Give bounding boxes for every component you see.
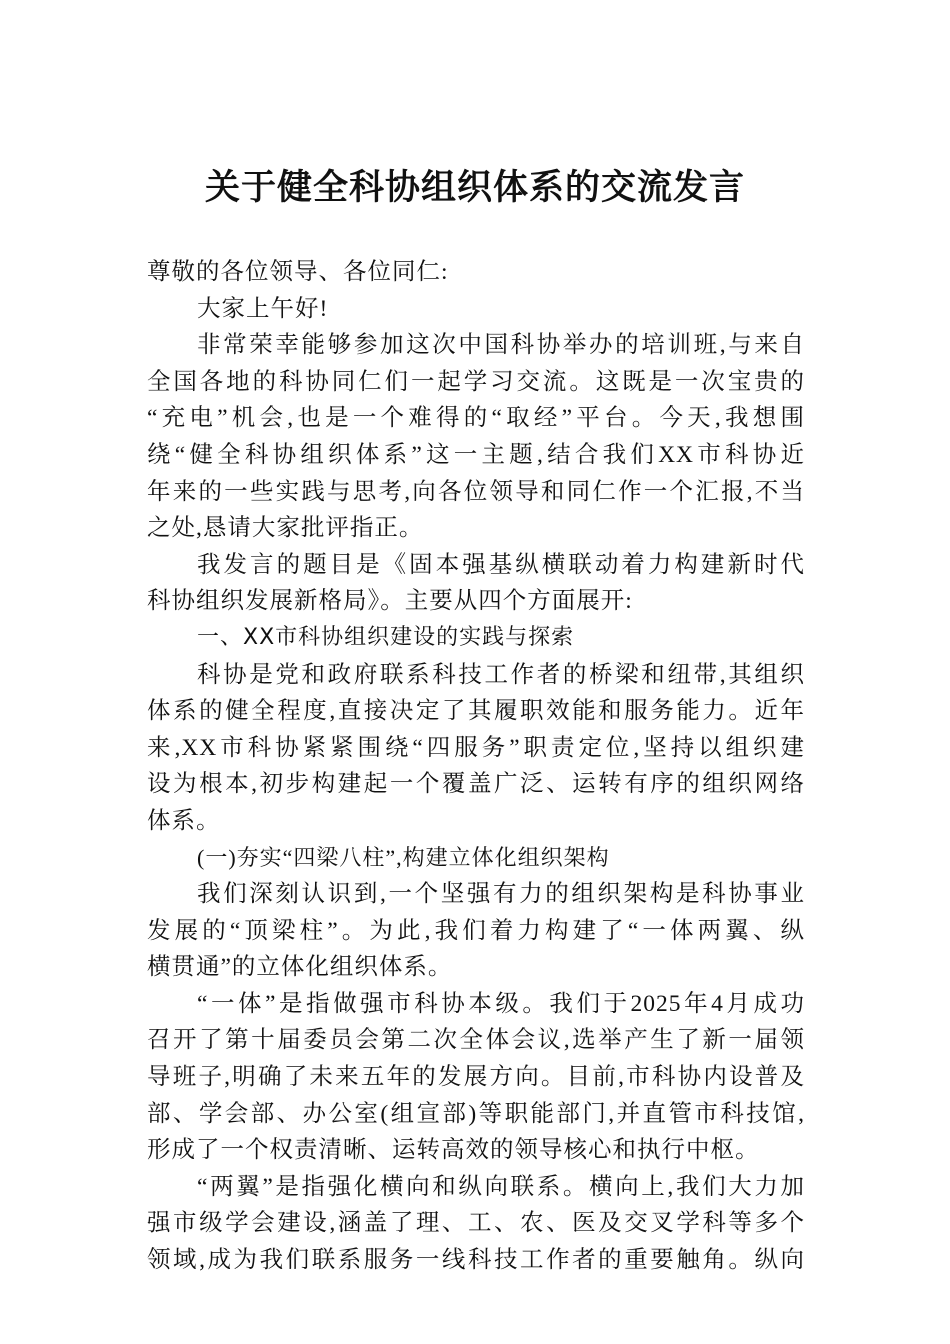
text-line: “一体”是指做强市科协本级。我们于2025年4月成功 (197, 990, 805, 1017)
text-line: 体系的健全程度,直接决定了其履职效能和服务能力。近年 (147, 698, 805, 725)
text-line: 导班子,明确了未来五年的发展方向。目前,市科协内设普及 (147, 1064, 805, 1091)
text-line: 形成了一个权责清晰、运转高效的领导核心和执行中枢。 (147, 1137, 760, 1164)
paragraph (147, 327, 805, 547)
paragraph (147, 876, 805, 986)
text-line: 年来的一些实践与思考,向各位领导和同仁作一个汇报,不当 (147, 478, 805, 505)
paragraph (147, 986, 805, 1169)
text-line: 尊敬的各位领导、各位同仁: (147, 259, 449, 285)
text-line: 全国各地的科协同仁们一起学习交流。这既是一次宝贵的 (147, 368, 805, 395)
paragraph (147, 657, 805, 840)
text-line: 体系。 (147, 807, 221, 834)
text-line: 我们深刻认识到,一个坚强有力的组织架构是科协事业 (197, 881, 805, 908)
subsection-heading (147, 840, 805, 877)
text-line: 非常荣幸能够参加这次中国科协举办的培训班,与来自 (197, 332, 805, 359)
document-body (147, 254, 805, 1279)
text-line: 我发言的题目是《固本强基纵横联动着力构建新时代 (197, 551, 805, 578)
paragraph (147, 547, 805, 620)
text-line: 领域,成为我们联系服务一线科技工作者的重要触角。纵向 (147, 1247, 805, 1274)
text-line: (一)夯实“四梁八柱”,构建立体化组织架构 (197, 844, 610, 870)
text-line: 科协是党和政府联系科技工作者的桥梁和纽带,其组织 (197, 661, 805, 688)
salutation (147, 254, 805, 291)
section-heading (147, 620, 805, 657)
paragraph (147, 1169, 805, 1279)
text-line: 来,XX市科协紧紧围绕“四服务”职责定位,坚持以组织建 (147, 734, 805, 761)
text-line: 科协组织发展新格局》。主要从四个方面展开: (147, 588, 633, 615)
text-line: 之处,恳请大家批评指正。 (147, 515, 424, 542)
text-line: 召开了第十届委员会第二次全体会议,选举产生了新一届领 (147, 1027, 805, 1054)
text-line: “两翼”是指强化横向和纵向联系。横向上,我们大力加 (197, 1173, 805, 1200)
text-line: 强市级学会建设,涵盖了理、工、农、医及交叉学科等多个 (147, 1210, 805, 1237)
text-line: 部、学会部、办公室(组宣部)等职能部门,并直管市科技馆, (147, 1100, 805, 1127)
document-title: 关于健全科协组织体系的交流发言 (204, 168, 745, 207)
text-line: 绕“健全科协组织体系”这一主题,结合我们XX市科协近 (147, 441, 805, 468)
text-line: 横贯通”的立体化组织体系。 (147, 954, 453, 981)
text-line: 发展的“顶梁柱”。为此,我们着力构建了“一体两翼、纵 (147, 917, 805, 944)
text-line: “充电”机会,也是一个难得的“取经”平台。今天,我想围 (147, 405, 805, 432)
paragraph (147, 291, 805, 328)
text-line: 设为根本,初步构建起一个覆盖广泛、运转有序的组织网络 (147, 771, 805, 798)
text-line: 一、XX市科协组织建设的实践与探索 (197, 624, 575, 650)
text-line: 大家上午好! (197, 295, 329, 322)
